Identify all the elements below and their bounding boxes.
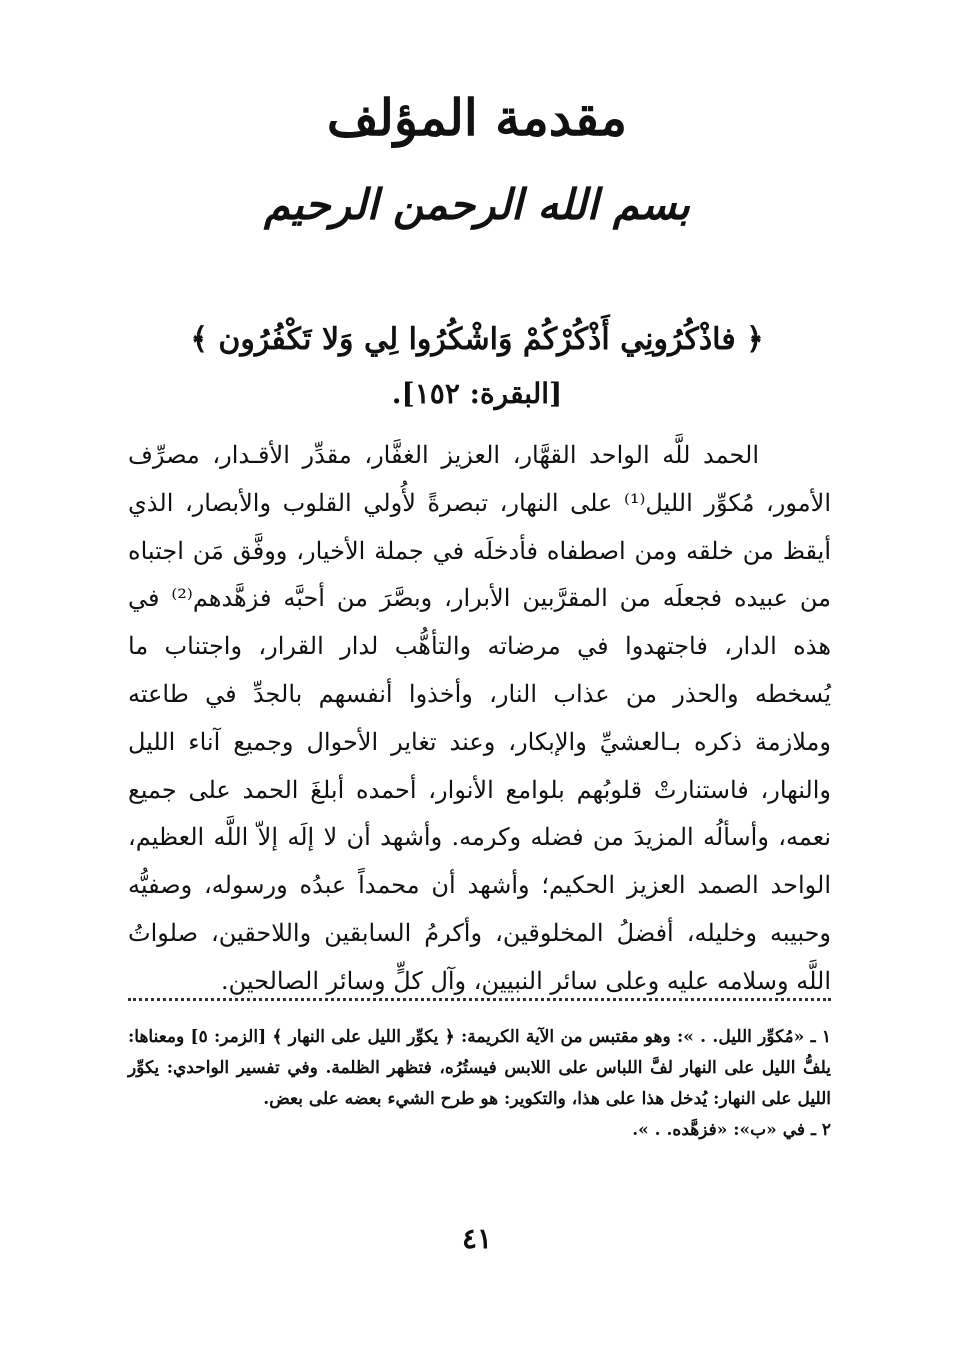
body-paragraph: الحمد للَّه الواحد القهَّار، العزيز الغفَّار، مقدِّر الأقـدار، مصرِّف الأمور، مُكوِّر الليل⁽¹⁾ على النهار، تبصرةً لأُولي القلوب والأبصار، الذي أيقظ من خلقه ومن اصطفاه فأدخلَه في جملة الأخيار، ووفَّق مَن اجتباه من عبيده فجعلَه من المقرَّبين الأبرار، وبصَّرَ من أحبَّه فزهَّدهم⁽²⁾ في هذه الدار، فاجتهدوا في مرضاته والتأهُّب لدار القرار، واجتناب ما يُسخطه والحذر من عذاب النار، وأخذوا أنفسهم بالجدِّ في طاعته وملازمة ذكره بـالعشيِّ والإبكار، وعند تغاير الأحوال وجميع آناء الليل والنهار، فاستنارتْ قلوبُهم بلوامع الأنوار، أحمده أبلغَ الحمد على جميع نعمه، وأسألُه المزيدَ من فضله وكرمه. وأشهد أن لا إلَه إلاّ اللَّه العظيم، الواحد الصمد العزيز الحكيم؛ وأشهد أن محمداً عبدُه ورسوله، وصفيُّه وحبيبه وخليله، أفضلُ المخلوقين، وأكرمُ السابقين واللاحقين، صلواتُ اللَّه وسلامه عليه وعلى سائر النبيين، وآل كلٍّ وسائر الصالحين. (128, 441, 832, 995)
verse-reference: [البقرة: ١٥٢]. (391, 377, 563, 410)
basmala-calligraphy: بسم الله الرحمن الرحيم (264, 180, 690, 229)
quran-verse: ﴿ فاذْكُرُونِي أَذْكُرْكُمْ وَاشْكُرُوا لِي وَلا تَكْفُرُون ﴾ (190, 322, 764, 357)
footnote-text: في «ب»: «فزهَّده. . ». (632, 1120, 806, 1140)
footnote-number: ٢ ـ (810, 1120, 831, 1140)
footnotes (128, 1022, 831, 1146)
chapter-title: مقدمة المؤلف (326, 88, 628, 147)
page-number: ٤١ (461, 1222, 493, 1255)
footnote-text: «مُكوِّر الليل. . »: وهو مقتبس من الآية الكريمة: ﴿ يكوِّر الليل على النهار ﴾ [الزمر: ٥] ومعناها: يلفُّ الليل على النهار لفَّ اللباس على اللابس فيستُرُه، فتظهر الظلمة. وفي تفسير الواحدي: يكوِّر الليل على النهار: يُدخل هذا على هذا، والتكوير: هو طرح الشيء بعضه على بعض. (128, 1027, 831, 1109)
footnote-2 (128, 1115, 831, 1146)
footnote-number: ١ ـ (810, 1027, 831, 1047)
footnote-1 (128, 1022, 831, 1115)
footnote-separator (128, 998, 831, 1001)
